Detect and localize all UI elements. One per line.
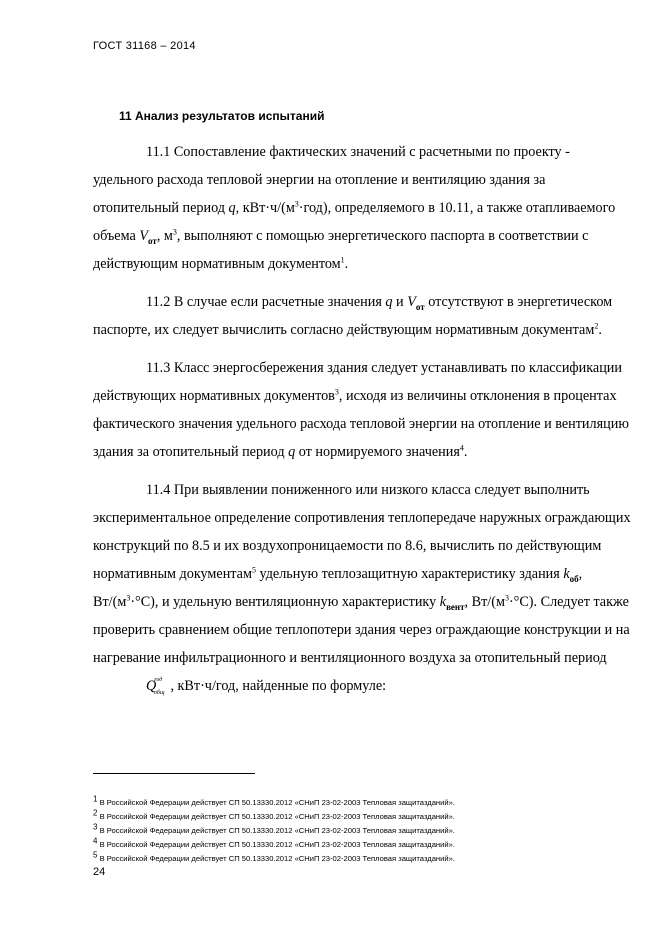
footnote-number: 2 (93, 808, 98, 818)
p3-text-d: . (463, 444, 468, 460)
footnote-text: В Российской Федерации действует СП 50.13330.2012 «СНиП 23-02-2003 Тепловая защитазданий». (99, 798, 455, 807)
superscript-3: 3 (126, 593, 131, 603)
paragraph-11-3 (93, 354, 631, 466)
footnote-number: 5 (93, 850, 98, 860)
footnote-4 (93, 838, 455, 852)
document-body (93, 138, 631, 710)
p3-text-a: 11.3 Класс энергосбережения здания следует устанавливать по классификации действующих нормативных документов (93, 360, 622, 404)
footnote-1 (93, 796, 455, 810)
p2-text-b: и (392, 294, 408, 310)
p3-text-b: , исходя из величины отклонения в процентах фактического значения удельного расхода тепловой энергии на отопление и вентиляцию здания за отопительный период (93, 388, 629, 460)
symbol-q-total (93, 672, 170, 700)
p1-text-b: , кВт·ч/(м (235, 200, 295, 216)
paragraph-11-2 (93, 288, 631, 344)
p1-text-e: , выполняют с помощью энергетического паспорта в соответствии с действующим нормативным документом (93, 228, 589, 272)
subscript-ob: об (569, 573, 579, 584)
footnote-number: 3 (93, 822, 98, 832)
p4-text-c: , Вт/(м (93, 566, 583, 610)
p2-text-c: отсутствуют в энергетическом паспорте, их следует вычислить согласно действующим нормативным документам (93, 294, 613, 338)
footnote-3 (93, 824, 455, 838)
superscript-god: год (154, 677, 163, 683)
subscript-ot: от (415, 301, 425, 312)
symbol-q: q (228, 200, 236, 216)
footnote-5 (93, 852, 455, 866)
section-title: 11 Анализ результатов испытаний (119, 109, 325, 123)
p4-text-a: 11.4 При выявлении пониженного или низкого класса следует выполнить экспериментальное определение сопротивления теплопередаче наружных ограждающих конструкций по 8.5 и их воздухопроницаемости по 8.6, вычислить по действующим нормативным документам (93, 482, 631, 582)
footnote-ref-1[interactable]: 1 (340, 255, 345, 265)
p1-text-f: . (344, 256, 349, 272)
symbol-v: V (407, 294, 416, 310)
p4-text-d: , Вт/(м (464, 594, 505, 610)
footnote-number: 1 (93, 794, 98, 804)
footnotes (93, 796, 455, 866)
subscript-obshch: общ (154, 690, 165, 696)
subscript-ot: от (148, 235, 157, 246)
footnote-number: 4 (93, 836, 98, 846)
footnote-text: В Российской Федерации действует СП 50.13330.2012 «СНиП 23-02-2003 Тепловая защитазданий». (99, 854, 455, 863)
p2-text-d: . (598, 322, 602, 338)
paragraph-11-1 (93, 138, 631, 278)
p4-text-e: , кВт·ч/год, найденные по формуле: (170, 678, 387, 694)
p4-text-c2: ·°С), и удельную вентиляционную характеристику (130, 594, 440, 610)
p3-text-c: от нормируемого значения (295, 444, 460, 460)
page-number: 24 (93, 866, 106, 878)
subscript-vent: вент (446, 601, 465, 612)
footnote-ref-2[interactable]: 2 (594, 321, 599, 331)
symbol-q-letter: Q (146, 678, 157, 694)
footnote-separator (93, 773, 255, 774)
footnote-ref-4[interactable]: 4 (459, 443, 464, 453)
p4-text-d2: ·°С). Следует также проверить сравнением общие теплопотери здания через ограждающие конструкции и на нагревание инфильтрационного и вентиляционного воздуха за отопительный период (93, 594, 630, 666)
footnote-ref-3[interactable]: 3 (334, 387, 339, 397)
document-header: ГОСТ 31168 – 2014 (93, 40, 196, 52)
superscript-3: 3 (294, 199, 299, 209)
p4-text-b: удельную теплозащитную характеристику здания (255, 566, 564, 582)
p2-text-a: 11.2 В случае если расчетные значения (146, 294, 386, 310)
symbol-v: V (139, 228, 148, 244)
p1-text-d: , м (156, 228, 173, 244)
p1-text-a: 11.1 Сопоставление фактических значений с расчетными по проекту - удельного расхода тепловой энергии на отопление и вентиляцию здания за отопительный период (93, 144, 570, 216)
symbol-q: q (288, 444, 296, 460)
superscript-3: 3 (172, 227, 177, 237)
symbol-k: k (439, 594, 447, 610)
footnote-2 (93, 810, 455, 824)
footnote-text: В Российской Федерации действует СП 50.13330.2012 «СНиП 23-02-2003 Тепловая защитазданий». (99, 840, 455, 849)
footnote-text: В Российской Федерации действует СП 50.13330.2012 «СНиП 23-02-2003 Тепловая защитазданий». (99, 812, 455, 821)
paragraph-11-4 (93, 476, 631, 700)
p1-text-c: ·год), определяемого в 10.11, а также отапливаемого объема (93, 200, 616, 244)
symbol-q: q (385, 294, 393, 310)
superscript-3: 3 (504, 593, 509, 603)
footnote-text: В Российской Федерации действует СП 50.13330.2012 «СНиП 23-02-2003 Тепловая защитазданий». (99, 826, 455, 835)
symbol-k: k (563, 566, 570, 582)
footnote-ref-5[interactable]: 5 (251, 565, 256, 575)
